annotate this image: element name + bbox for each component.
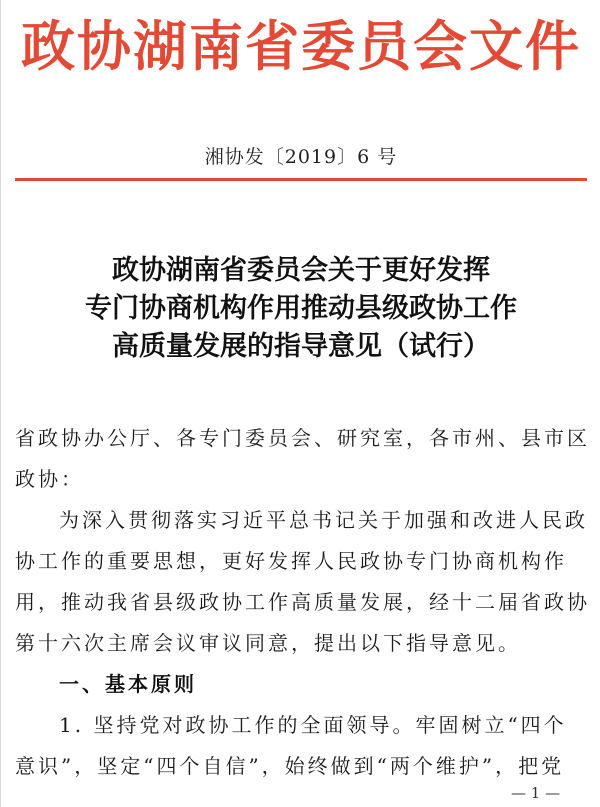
paragraph-line: 为深入贯彻落实习近平总书记关于加强和改进人民政	[59, 508, 588, 532]
title-line: 政协湖南省委员会关于更好发挥	[112, 255, 490, 286]
addressee-line: 政协：	[15, 467, 84, 491]
section-heading: 一、基本原则	[59, 672, 197, 696]
title-line: 专门协商机构作用推动县级政协工作	[85, 293, 517, 324]
page-number: — 1 —	[511, 784, 561, 802]
title-line: 高质量发展的指导意见（试行）	[112, 331, 490, 362]
red-separator-line	[15, 178, 587, 181]
document-title	[1, 252, 600, 366]
paragraph-line: 协工作的重要思想，更好发挥人民政协专门协商机构作	[15, 549, 567, 573]
masthead-title: 政协湖南省委员会文件	[21, 14, 581, 78]
paragraph-line: 第十六次主席会议审议同意，提出以下指导意见。	[15, 631, 521, 655]
document-number: 湘协发〔2019〕6 号	[204, 146, 398, 168]
paragraph-line: 用，推动我省县级政协工作高质量发展，经十二届省政协	[15, 590, 590, 614]
addressee-line: 省政协办公厅、各专门委员会、研究室，各市州、县市区	[15, 426, 590, 450]
paragraph-line: 1. 坚持党对政协工作的全面领导。牢固树立“四个	[59, 713, 567, 737]
paragraph-line: 意识”，坚定“四个自信”，始终做到“两个维护”，把党	[15, 754, 565, 778]
